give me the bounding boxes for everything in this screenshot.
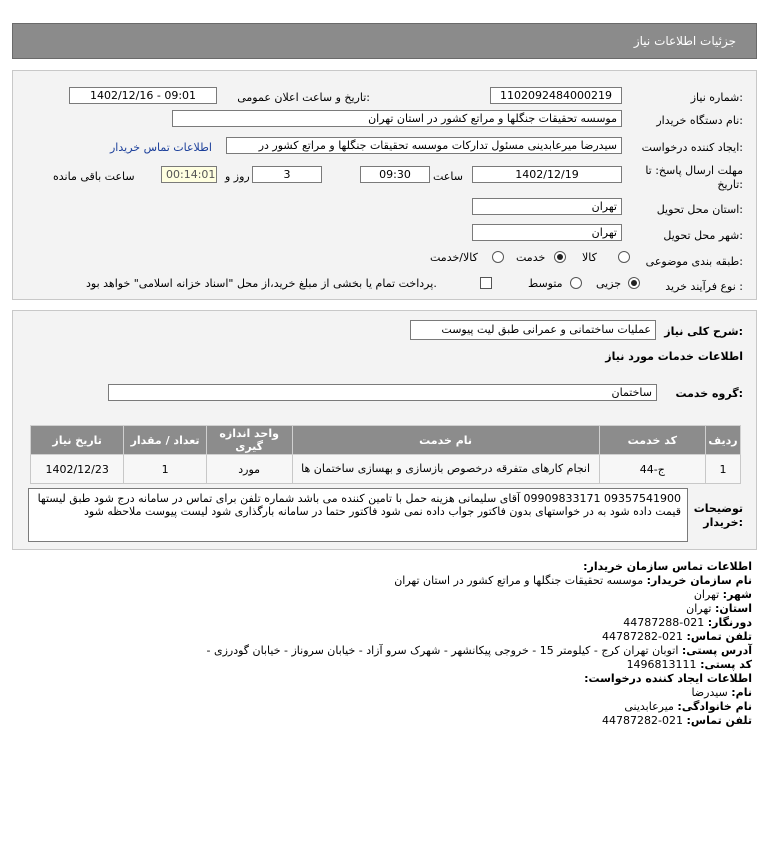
province-field[interactable]: تهران — [472, 198, 622, 215]
contact-city-value: تهران — [693, 588, 720, 601]
category-goods-service-radio[interactable] — [492, 251, 504, 263]
deadline-time-label: ساعت — [433, 170, 463, 183]
contact-postal-label: کد پستی: — [700, 658, 752, 671]
contact-phone-line — [602, 630, 752, 643]
creator-phone-label: تلفن تماس: — [686, 714, 752, 727]
creator-phone-value: 021-44787282 — [602, 714, 684, 727]
city-field[interactable]: تهران — [472, 224, 622, 241]
cell-quantity: 1 — [124, 455, 206, 484]
contact-city-label: شهر: — [722, 588, 752, 601]
category-service-radio[interactable] — [554, 251, 566, 263]
contact-address-label: آدرس پستی: — [681, 644, 752, 657]
cell-need-date: 1402/12/23 — [31, 455, 124, 484]
cell-unit: مورد — [206, 455, 292, 484]
cell-service-code: ج-44 — [599, 455, 705, 484]
process-partial-radio[interactable] — [628, 277, 640, 289]
contact-fax-line — [623, 616, 752, 629]
creator-name-line — [691, 686, 752, 699]
contact-phone-value: 021-44787282 — [602, 630, 684, 643]
buyer-label: نام دستگاه خریدار: — [656, 114, 743, 127]
days-field[interactable]: 3 — [252, 166, 322, 183]
service-group-label: گروه خدمت: — [675, 387, 743, 400]
creator-family-label: نام خانوادگی: — [677, 700, 752, 713]
creator-name-label: نام: — [731, 686, 752, 699]
contact-city-line — [694, 588, 752, 601]
deadline-label: مهلت ارسال پاسخ: تا تاریخ: — [645, 164, 743, 191]
contact-province-line — [686, 602, 752, 615]
category-goods-service-label: کالا/خدمت — [430, 251, 478, 264]
process-partial-label: جزیی — [596, 277, 622, 290]
contact-address-value: اتوبان تهران کرج - کیلومتر 15 - خروجی پیکانشهر - شهرک سرو آزاد - خیابان سروناز - خیابان گودرزی - — [206, 644, 679, 657]
service-group-field[interactable]: ساختمان — [108, 384, 657, 401]
summary-label: شرح کلی نیاز: — [664, 325, 743, 338]
creator-label: ایجاد کننده درخواست: — [641, 141, 743, 154]
process-label: نوع فرآیند خرید : — [665, 280, 743, 293]
table-header-row — [31, 426, 741, 455]
remaining-time-field: 00:14:01 — [161, 166, 217, 183]
contact-title: اطلاعات تماس سازمان خریدار: — [583, 560, 752, 573]
creator-family-line — [624, 700, 752, 713]
contact-fax-label: دورنگار: — [707, 616, 752, 629]
col-quantity: تعداد / مقدار — [124, 426, 206, 455]
contact-postal-line — [627, 658, 752, 671]
category-label: طبقه بندی موضوعی: — [645, 255, 743, 268]
creator-phone-line — [602, 714, 752, 727]
days-label: روز و — [225, 170, 250, 183]
category-service-label: خدمت — [516, 251, 546, 264]
process-medium-radio[interactable] — [570, 277, 582, 289]
contact-org-label: نام سازمان خریدار: — [646, 574, 752, 587]
treasury-payment-checkbox[interactable] — [480, 277, 492, 289]
col-service-name: نام خدمت — [292, 426, 599, 455]
page-title: جزئیات اطلاعات نیاز — [633, 34, 736, 48]
cell-row-number: 1 — [706, 455, 741, 484]
category-goods-label: کالا — [582, 251, 597, 264]
cell-service-name: انجام کارهای متفرقه درخصوص بازسازی و بهسازی ساختمان ها — [292, 455, 599, 484]
summary-field[interactable]: عملیات ساختمانی و عمرانی طبق لیت پیوست — [410, 320, 656, 340]
deadline-date-field[interactable]: 1402/12/19 — [472, 166, 622, 183]
buyer-contact-link[interactable]: اطلاعات تماس خریدار — [110, 141, 212, 154]
col-need-date: تاریخ نیاز — [31, 426, 124, 455]
deadline-time-field[interactable]: 09:30 — [360, 166, 430, 183]
treasury-payment-text: پرداخت تمام یا بخشی از مبلغ خرید،از محل "اسناد خزانه اسلامی" خواهد بود. — [86, 277, 437, 290]
announce-label: تاریخ و ساعت اعلان عمومی: — [237, 91, 370, 104]
buyer-notes-field[interactable]: 09357541900 09909833171 آقای سلیمانی هزینه حمل با تامین کننده می باشد شماره تلفن برای تماس در سامانه درج شود طبق لیستها قیمت داده شود به در خواستهای بدون فاکتور جواب داده نمی شود فاکتور حتما در سامانه بارگذاری شود لیست پیوست ملاحظه شود — [28, 488, 688, 542]
creator-name-value: سیدرضا — [691, 686, 728, 699]
contact-org-value: موسسه تحقیقات جنگلها و مراتع کشور در استان تهران — [394, 574, 644, 587]
contact-address-line — [207, 644, 752, 657]
process-medium-label: متوسط — [528, 277, 563, 290]
province-label: استان محل تحویل: — [656, 203, 743, 216]
services-title: اطلاعات خدمات مورد نیاز — [605, 350, 743, 363]
creator-info-title: اطلاعات ایجاد کننده درخواست: — [584, 672, 752, 685]
buyer-field[interactable]: موسسه تحقیقات جنگلها و مراتع کشور در استان تهران — [172, 110, 622, 127]
remaining-label: ساعت باقی مانده — [53, 170, 135, 183]
buyer-notes-label: توضیحات خریدار: — [693, 502, 743, 529]
contact-phone-label: تلفن تماس: — [686, 630, 752, 643]
need-number-label: شماره نیاز: — [690, 91, 743, 104]
contact-province-label: استان: — [715, 602, 752, 615]
col-unit: واحد اندازه گیری — [206, 426, 292, 455]
creator-field[interactable]: سیدرضا میرعابدینی مسئول تدارکات موسسه تحقیقات جنگلها و مراتع کشور در — [226, 137, 622, 154]
contact-org-line — [394, 574, 752, 587]
contact-postal-value: 1496813111 — [626, 658, 697, 671]
table-row[interactable] — [31, 455, 741, 484]
contact-fax-value: 021-44787288 — [623, 616, 705, 629]
city-label: شهر محل تحویل: — [663, 229, 743, 242]
col-service-code: کد خدمت — [599, 426, 705, 455]
services-table — [30, 425, 741, 484]
page-header — [12, 23, 757, 59]
need-number-field[interactable]: 1102092484000219 — [490, 87, 622, 104]
category-goods-radio[interactable] — [618, 251, 630, 263]
contact-province-value: تهران — [686, 602, 712, 615]
creator-family-value: میرعابدینی — [624, 700, 674, 713]
col-row-number: ردیف — [706, 426, 741, 455]
announce-date-field[interactable]: 1402/12/16 - 09:01 — [69, 87, 217, 104]
